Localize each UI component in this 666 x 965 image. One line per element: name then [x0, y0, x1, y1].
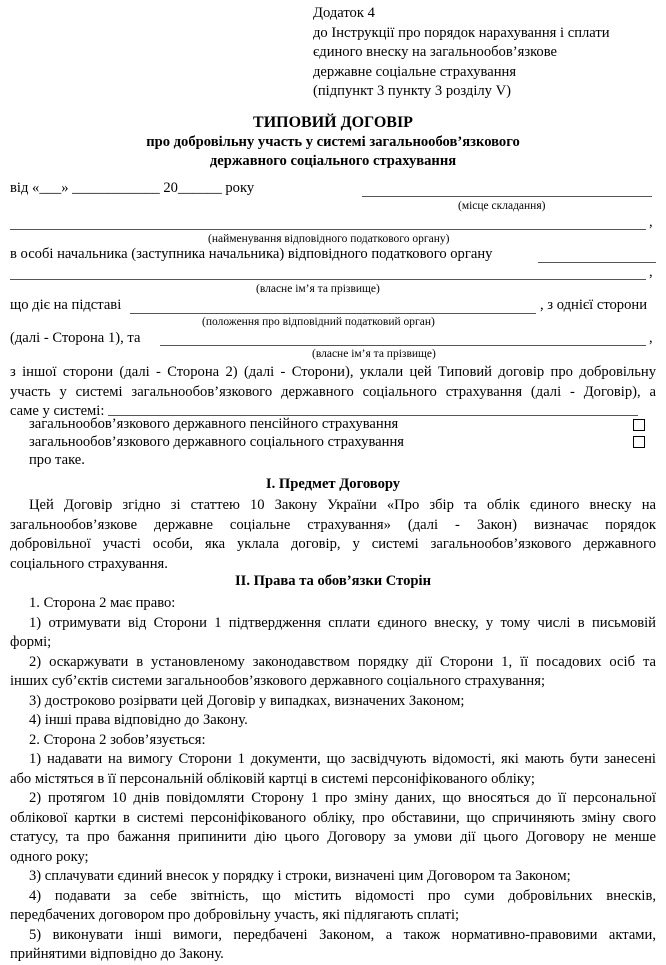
- name-caption: (власне ім’я та прізвище): [256, 283, 380, 295]
- section1-paragraph: [10, 496, 656, 574]
- rights-heading: 1. Сторона 2 має право:: [29, 595, 176, 611]
- intro-line: участь у системі загальнообов’язкового державного соціального страхування (далі - Договір), а: [10, 383, 656, 400]
- option-social-checkbox[interactable]: [633, 436, 645, 448]
- section2-body: [10, 594, 656, 965]
- duties-item-3: 3) сплачувати єдиний внесок у порядку і строки, визначені цим Договором та Законом;: [29, 868, 571, 884]
- section1-line: Цей Договір згідно зі статтею 10 Закону України «Про збір та облік єдиного внеску на: [29, 497, 656, 513]
- intro-line: саме у системі:: [10, 403, 105, 419]
- section1-line: добровільної участі особи, яка уклала договір, у системі загальнообов’язкового державного: [10, 536, 656, 552]
- duties-item-1: 1) надавати на вимогу Сторони 1 документи, що засвідчують відомості, які мають бути занесені: [29, 751, 656, 767]
- annex-line: (підпункт 3 пункту 3 розділу V): [313, 83, 512, 99]
- place-caption: (місце складання): [458, 200, 546, 212]
- place-blank[interactable]: [362, 196, 652, 197]
- basis-suffix: , з однієї сторони: [540, 297, 648, 313]
- comma: ,: [649, 214, 653, 230]
- rights-item-2: 2) оскаржувати в установленому законодавством порядку дії Сторони 1, її посадових осіб та: [29, 653, 656, 670]
- head-blank[interactable]: [538, 262, 656, 263]
- duties-item-2: 2) протягом 10 днів повідомляти Сторону 1 про зміну даних, що вносяться до її персональної: [29, 790, 656, 806]
- comma: ,: [649, 330, 653, 346]
- basis-label: що діє на підставі: [10, 297, 122, 313]
- section1-line: загальнообов’язкове державне соціальне страхування» (далі - Закон) визначає порядок: [10, 516, 656, 533]
- rights-item-1-cont: формі;: [10, 634, 52, 650]
- duties-item-2-cont: статусу, та про бажання припинити дію цього Договору за умови дії цього Договору не менше: [10, 829, 656, 845]
- option-pension-label: загальнообов’язкового державного пенсійного страхування: [29, 416, 399, 432]
- duties-item-1-cont: або містяться в її персональній обліковій картці в системі персоніфікованого обліку;: [10, 770, 535, 787]
- intro-line: з іншої сторони (далі - Сторона 2) (далі - Сторони), уклали цей Типовий договір про добровільну: [10, 364, 656, 380]
- document-title: ТИПОВИЙ ДОГОВІР: [253, 114, 413, 131]
- head-label: в особі начальника (заступника начальника) відповідного податкового органу: [10, 246, 493, 262]
- basis-blank[interactable]: [130, 313, 536, 314]
- org-caption: (найменування відповідного податкового органу): [208, 233, 450, 245]
- party2-name-blank[interactable]: [160, 345, 646, 346]
- party2-caption: (власне ім’я та прізвище): [312, 348, 436, 360]
- intro-closing: про таке.: [29, 452, 85, 468]
- intro-paragraph: [10, 363, 656, 422]
- annex-block: [313, 4, 610, 102]
- duties-item-2-cont: одного року;: [10, 848, 89, 865]
- annex-line: єдиного внеску на загальнообов’язкове: [313, 44, 558, 60]
- rights-item-2-cont: інших суб’єктів системи загальнообов’язкового державного соціального страхування;: [10, 673, 545, 689]
- option-social-label: загальнообов’язкового державного соціального страхування: [29, 434, 404, 450]
- duties-item-5-cont: прийнятими відповідно до Закону.: [10, 946, 224, 962]
- annex-line: державне соціальне страхування: [313, 63, 517, 80]
- duties-item-4: 4) подавати за себе звітність, що містить відомості про суми добровільних внесків,: [29, 887, 656, 904]
- rights-item-3: 3) достроково розірвати цей Договір у випадках, визначених Законом;: [29, 692, 465, 709]
- date-field[interactable]: від «___» ____________ 20______ року: [10, 180, 255, 196]
- duties-item-5: 5) виконувати інші вимоги, передбачені Законом, а також нормативно-правовими актами,: [29, 926, 656, 943]
- basis-caption: (положення про відповідний податковий орган): [202, 316, 435, 328]
- duties-item-4-cont: передбачених договором про добровільну участь, які підлягають сплаті;: [10, 907, 460, 923]
- duties-item-2-cont: облікової картки в системі персоніфікованого обліку, про обставини, що спричиняють зміну свого: [10, 809, 656, 826]
- section1-heading: I. Предмет Договору: [265, 476, 401, 492]
- section2-heading: II. Права та обов’язки Сторін: [234, 573, 432, 589]
- section1-line: соціального страхування.: [10, 555, 168, 572]
- org-name-blank[interactable]: [10, 229, 646, 230]
- duties-heading: 2. Сторона 2 зобов’язується:: [29, 731, 206, 748]
- party1-label: (далі - Сторона 1), та: [10, 330, 141, 346]
- document-subtitle-2: державного соціального страхування: [209, 153, 457, 169]
- comma: ,: [649, 264, 653, 280]
- option-pension-checkbox[interactable]: [633, 419, 645, 431]
- rights-item-1: 1) отримувати від Сторони 1 підтвердження сплати єдиного внеску, у тому числі в письмовій: [29, 614, 656, 631]
- head-name-blank[interactable]: [10, 279, 646, 280]
- rights-item-4: 4) інші права відповідно до Закону.: [29, 712, 248, 728]
- document-subtitle-1: про добровільну участь у системі загальнообов’язкового: [146, 134, 520, 150]
- annex-line: Додаток 4: [313, 5, 375, 21]
- annex-line: до Інструкції про порядок нарахування і сплати: [313, 24, 610, 41]
